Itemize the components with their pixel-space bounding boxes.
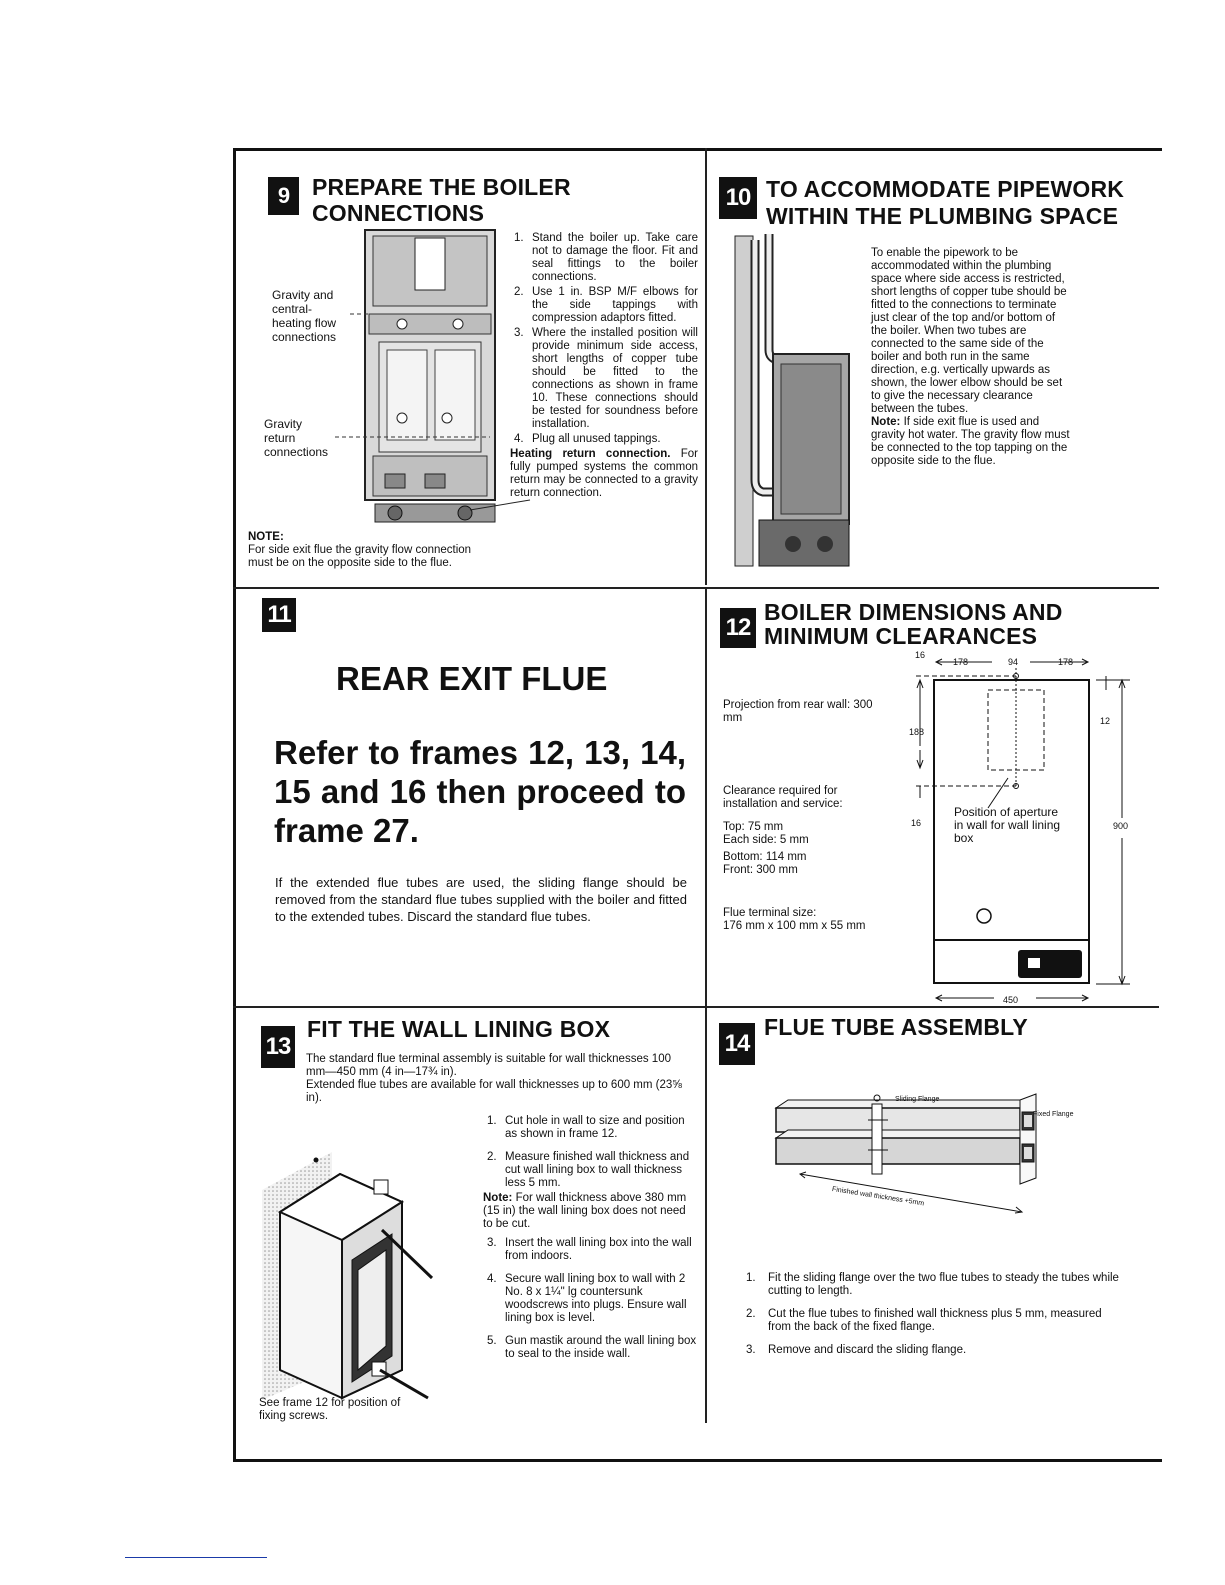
plumbing-space-illustration: [733, 230, 853, 570]
terminal-size: 176 mm x 100 mm x 55 mm: [723, 920, 866, 932]
frame-9-note: [248, 531, 478, 570]
frame-13-steps: [483, 1115, 698, 1363]
frame-13-step-2: 2. Measure finished wall thickness and cut wall lining box to wall thickness less 5 mm.: [487, 1151, 690, 1189]
frame-14-number: 14: [719, 1023, 755, 1065]
divider-vertical-bottom: [705, 1008, 707, 1423]
dim-12: 12: [1100, 716, 1111, 726]
terminal-title: Flue terminal size:: [723, 907, 817, 919]
label-gravity-return: Gravity return connections: [264, 417, 329, 459]
frame-9-note-text: For side exit flue the gravity flow connection must be on the opposite side to the flue.: [248, 544, 472, 569]
frame-13-step-4: 4. Secure wall lining box to wall with 2 No. 8 x 1¼" lg countersunk woodscrews into plugs. Ensure wall lining box is level.: [487, 1273, 687, 1324]
frame-9-step-4: 4. Plug all unused tappings.: [514, 433, 661, 445]
dim-450: 450: [1003, 995, 1019, 1005]
frame-10-note: Note: If side exit flue is used and gravity hot water. The gravity flow must be connected to the top tapping on the opposite side to the flue.: [871, 416, 1070, 467]
rear-exit-flue-heading: REAR EXIT FLUE: [336, 660, 608, 697]
aperture-label: Position of aperture in wall for wall lining box: [954, 805, 1061, 845]
frame-9-step-1: 1. Stand the boiler up. Take care not to damage the floor. Fit and seal fittings to the boiler connections.: [514, 232, 698, 283]
frame-13-intro-1: The standard flue terminal assembly is suitable for wall thicknesses 100 mm—450 mm (4 in—17¾ in).: [306, 1053, 671, 1078]
frame-10-body: [871, 247, 1071, 468]
frame-11-body: If the extended flue tubes are used, the sliding flange should be removed from the standard flue tubes supplied with the boiler and fitted to the extended tubes. Discard the standard flue tubes.: [275, 875, 687, 924]
dim-188: 188: [909, 727, 925, 737]
footer-line: [125, 1557, 267, 1558]
sliding-flange-label: Sliding Flange: [895, 1096, 940, 1103]
frame-10-body-text: To enable the pipework to be accommodated within the plumbing space where side access is restricted, short lengths of copper tube should be fitted to the connections to terminate just clear of the top and/or bottom of the boiler. When two tubes are connected to the same side of the boiler and both run in the same direction, e.g. vertically upwards as shown, the lower elbow should be set to give the necessary clearance between the tubes.: [871, 247, 1067, 415]
clearance-title: Clearance required for installation and service:: [723, 785, 843, 810]
refer-to-frames: Refer to frames 12, 13, 14, 15 and 16 then proceed to frame 27.: [274, 734, 686, 849]
frame-13-caption: See frame 12 for position of fixing screws.: [259, 1397, 401, 1422]
frame-10-title-line1: TO ACCOMMODATE PIPEWORK: [766, 176, 1125, 202]
clearance-top: Top: 75 mm: [723, 821, 784, 833]
dim-16-top: 16: [915, 650, 926, 660]
wall-thickness-label: Finished wall thickness +5mm: [831, 1185, 925, 1208]
frame-11-number: 11: [262, 598, 296, 632]
frame-9-number: 9: [268, 177, 299, 215]
frame-12-title-line2: MINIMUM CLEARANCES: [764, 623, 1038, 649]
frame-9-step-3: 3. Where the installed position will provide minimum side access, short lengths of copper tube should be fitted to the connections as shown in frame 10. These connections should be tested for soundness before installation.: [514, 327, 698, 430]
frame-9-steps: [510, 232, 698, 500]
frame-13-step-3: 3. Insert the wall lining box into the wall from indoors.: [487, 1237, 692, 1262]
frame-12-number: 12: [720, 608, 756, 648]
divider-horizontal-1: [233, 587, 1159, 589]
frame-13-number: 13: [261, 1026, 295, 1068]
frame-13-step-5: 5. Gun mastik around the wall lining box to seal to the inside wall.: [487, 1335, 697, 1360]
frame-9-title-line1: PREPARE THE BOILER: [312, 174, 571, 200]
clearance-front: Front: 300 mm: [723, 864, 798, 876]
frame-14-title: FLUE TUBE ASSEMBLY: [764, 1014, 1028, 1040]
dim-178-right: 178: [1058, 657, 1074, 667]
frame-13-intro: [306, 1053, 686, 1105]
frame-10-number: 10: [719, 177, 757, 219]
label-gravity-flow: Gravity and central- heating flow connections: [272, 288, 337, 344]
frame-13-step-1: 1. Cut hole in wall to size and position as shown in frame 12.: [487, 1115, 685, 1140]
frame-9-note-label: NOTE:: [248, 531, 284, 543]
frame-12-text: [723, 699, 883, 933]
heating-return-note: Heating return connection. For fully pumped systems the common return may be connected to a gravity return connection.: [510, 448, 698, 499]
frame-10-title-line2: WITHIN THE PLUMBING SPACE: [766, 203, 1119, 229]
frame-14-step-3: 3. Remove and discard the sliding flange.: [746, 1344, 967, 1356]
frame-12-title-line1: BOILER DIMENSIONS AND: [764, 599, 1063, 625]
frame-9-title-line2: CONNECTIONS: [312, 200, 485, 226]
frame-14-steps: [742, 1272, 1122, 1359]
frame-13-title: FIT THE WALL LINING BOX: [307, 1016, 611, 1042]
frame-14-step-1: 1. Fit the sliding flange over the two flue tubes to steady the tubes while cutting to length.: [746, 1272, 1119, 1297]
dim-900: 900: [1113, 821, 1129, 831]
divider-vertical-mid: [705, 588, 707, 1006]
dim-178-left: 178: [953, 657, 969, 667]
fixed-flange-label: Fixed Flange: [1033, 1111, 1074, 1118]
dim-16-mid: 16: [911, 818, 922, 828]
projection-text: Projection from rear wall: 300 mm: [723, 699, 873, 724]
frame-9-leader-lines: [330, 300, 540, 530]
frame-9-step-2: 2. Use 1 in. BSP M/F elbows for the side tappings with compression adaptors fitted.: [514, 286, 698, 324]
clearance-side: Each side: 5 mm: [723, 834, 809, 846]
clearance-bottom: Bottom: 114 mm: [723, 851, 807, 863]
divider-vertical-top: [705, 148, 707, 585]
frame-13-note: Note: For wall thickness above 380 mm (15 in) the wall lining box does not need to be cut.: [483, 1192, 687, 1230]
frame-14-step-2: 2. Cut the flue tubes to finished wall thickness plus 5 mm, measured from the back of the fixed flange.: [746, 1308, 1102, 1333]
wall-lining-box-illustration: [252, 1150, 462, 1405]
frame-13-intro-2: Extended flue tubes are available for wall thicknesses up to 600 mm (23⅝ in).: [306, 1079, 682, 1104]
dim-94: 94: [1008, 657, 1019, 667]
